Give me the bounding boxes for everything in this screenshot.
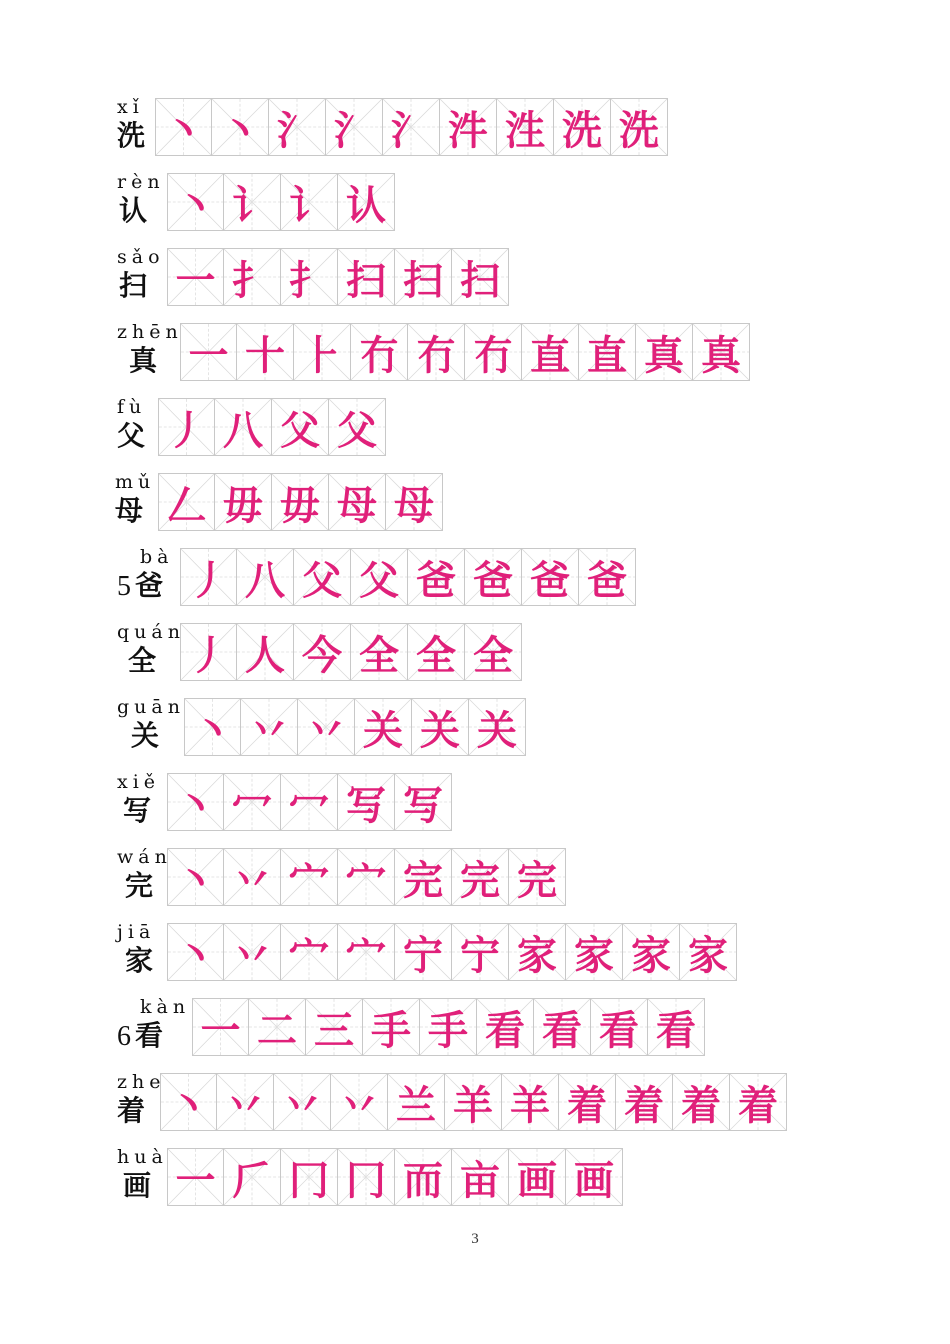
- stroke-order-strip: [167, 923, 737, 981]
- stroke-step: 一: [175, 257, 216, 304]
- practice-cell: [272, 473, 329, 531]
- stroke-step: 着: [681, 1082, 721, 1129]
- stroke-order-strip: [167, 1148, 623, 1206]
- stroke-step: 丷: [282, 1082, 322, 1129]
- stroke-order-strip: [167, 848, 566, 906]
- stroke-step: 手: [371, 1007, 411, 1054]
- character-label: [123, 1168, 151, 1204]
- stroke-step: 丶: [175, 182, 216, 229]
- stroke-step: 𠂆: [232, 1157, 272, 1204]
- practice-cell: [477, 998, 534, 1056]
- stroke-step: 扫: [403, 257, 443, 304]
- stroke-step: 丷: [306, 707, 346, 754]
- stroke-order-strip: [180, 623, 522, 681]
- stroke-step: 泩: [505, 107, 545, 154]
- practice-cell: [693, 323, 750, 381]
- practice-cell: [184, 698, 241, 756]
- stroke-step: 八: [223, 407, 263, 454]
- character-glyph: 完: [125, 869, 154, 902]
- practice-cell: [160, 1073, 217, 1131]
- stroke-step: 宁: [460, 932, 500, 979]
- stroke-step: 三: [314, 1007, 354, 1054]
- practice-cell: [351, 623, 408, 681]
- stroke-order-strip: [158, 398, 386, 456]
- practice-cell: [636, 323, 693, 381]
- stroke-step: 扫: [460, 257, 500, 304]
- stroke-step: 父: [337, 407, 377, 454]
- practice-cell: [509, 923, 566, 981]
- character-glyph: 着: [117, 1094, 146, 1127]
- stroke-step: 丶: [175, 782, 216, 829]
- lesson-number: 5: [117, 571, 131, 602]
- practice-cell: [412, 698, 469, 756]
- practice-cell: [212, 98, 269, 156]
- character-row: [0, 321, 950, 381]
- stroke-step: 写: [403, 782, 443, 829]
- character-row: [0, 246, 950, 306]
- character-row: [0, 996, 950, 1056]
- stroke-step: 丶: [192, 707, 233, 754]
- practice-cell: [469, 698, 526, 756]
- practice-cell: [395, 848, 452, 906]
- pinyin-label: rèn: [117, 171, 165, 193]
- stroke-order-strip: [184, 698, 526, 756]
- stroke-step: 直: [587, 332, 627, 379]
- stroke-step: 扌: [289, 257, 329, 304]
- practice-cell: [388, 1073, 445, 1131]
- character-label: [119, 268, 147, 304]
- practice-cell: [180, 548, 237, 606]
- stroke-step: 宀: [289, 932, 329, 979]
- pinyin-label: sǎo: [117, 246, 165, 268]
- practice-cell: [331, 1073, 388, 1131]
- stroke-step: 二: [257, 1007, 297, 1054]
- practice-cell: [237, 623, 294, 681]
- practice-cell: [408, 548, 465, 606]
- stroke-step: 羊: [453, 1082, 493, 1129]
- practice-cell: [673, 1073, 730, 1131]
- stroke-step: 人: [245, 632, 285, 679]
- practice-cell: [281, 173, 338, 231]
- practice-cell: [217, 1073, 274, 1131]
- practice-cell: [326, 98, 383, 156]
- stroke-step: 家: [688, 932, 728, 979]
- stroke-step: 爸: [587, 557, 627, 604]
- character-row: [0, 396, 950, 456]
- stroke-step: 全: [359, 632, 399, 679]
- practice-cell: [180, 623, 237, 681]
- practice-cell: [158, 398, 215, 456]
- stroke-step: 扫: [346, 257, 386, 304]
- stroke-step: 看: [485, 1007, 525, 1054]
- character-row: [0, 921, 950, 981]
- stroke-step: 完: [403, 857, 443, 904]
- practice-cell: [452, 248, 509, 306]
- stroke-step: ⺊: [302, 332, 342, 379]
- stroke-step: 着: [738, 1082, 778, 1129]
- practice-cell: [648, 998, 705, 1056]
- stroke-step: 十: [245, 332, 285, 379]
- practice-cell: [167, 923, 224, 981]
- practice-cell: [249, 998, 306, 1056]
- stroke-step: 丶: [220, 107, 260, 154]
- stroke-step: 母: [337, 482, 377, 529]
- stroke-step: 冖: [232, 782, 272, 829]
- pinyin-label: jiā: [117, 921, 156, 943]
- stroke-step: 丶: [163, 107, 204, 154]
- pinyin-label: wán: [117, 846, 172, 868]
- stroke-order-strip: [180, 323, 750, 381]
- practice-cell: [167, 848, 224, 906]
- stroke-order-strip: [160, 1073, 787, 1131]
- practice-cell: [440, 98, 497, 156]
- stroke-order-strip: [158, 473, 443, 531]
- character-glyph: 关: [131, 719, 160, 752]
- character-label: [119, 193, 147, 229]
- stroke-step: 全: [416, 632, 456, 679]
- practice-cell: [559, 1073, 616, 1131]
- practice-cell: [408, 323, 465, 381]
- practice-cell: [420, 998, 477, 1056]
- practice-cell: [509, 848, 566, 906]
- pinyin-label: bà: [140, 546, 174, 568]
- stroke-order-strip: [155, 98, 668, 156]
- stroke-step: 父: [302, 557, 342, 604]
- stroke-step: 氵: [334, 107, 374, 154]
- pinyin-label: zhe: [117, 1071, 166, 1093]
- character-row: [0, 621, 950, 681]
- practice-cell: [579, 323, 636, 381]
- practice-cell: [730, 1073, 787, 1131]
- practice-cell: [281, 1148, 338, 1206]
- practice-cell: [554, 98, 611, 156]
- stroke-order-strip: [192, 998, 705, 1056]
- character-label: [117, 1018, 163, 1055]
- stroke-step: 关: [363, 707, 403, 754]
- practice-cell: [306, 998, 363, 1056]
- stroke-step: 一: [188, 332, 229, 379]
- practice-cell: [408, 623, 465, 681]
- stroke-step: 家: [517, 932, 557, 979]
- stroke-step: 全: [473, 632, 513, 679]
- stroke-step: 羊: [510, 1082, 550, 1129]
- stroke-step: 冇: [473, 332, 513, 379]
- practice-cell: [224, 173, 281, 231]
- character-label: [129, 343, 157, 379]
- stroke-order-strip: [180, 548, 636, 606]
- practice-cell: [180, 323, 237, 381]
- stroke-step: 一: [175, 1157, 216, 1204]
- stroke-step: 丷: [232, 857, 272, 904]
- stroke-order-strip: [167, 248, 509, 306]
- stroke-step: 完: [517, 857, 557, 904]
- practice-cell: [579, 548, 636, 606]
- character-label: [125, 943, 153, 979]
- practice-cell: [167, 773, 224, 831]
- practice-cell: [680, 923, 737, 981]
- character-row: [0, 171, 950, 231]
- stroke-step: 亩: [460, 1157, 500, 1204]
- practice-cell: [522, 548, 579, 606]
- practice-cell: [502, 1073, 559, 1131]
- character-label: [128, 643, 156, 679]
- practice-cell: [452, 923, 509, 981]
- stroke-step: 氵: [391, 107, 431, 154]
- stroke-step: 丿: [166, 407, 207, 454]
- practice-cell: [224, 248, 281, 306]
- practice-cell: [192, 998, 249, 1056]
- practice-cell: [281, 773, 338, 831]
- character-row: [0, 546, 950, 606]
- practice-cell: [294, 623, 351, 681]
- stroke-step: 冂: [346, 1157, 386, 1204]
- character-glyph: 扫: [119, 269, 148, 302]
- stroke-step: 冇: [359, 332, 399, 379]
- stroke-step: 关: [420, 707, 460, 754]
- character-label: [117, 118, 145, 154]
- character-row: [0, 696, 950, 756]
- pinyin-label: xiě: [117, 771, 161, 793]
- practice-cell: [383, 98, 440, 156]
- practice-cell: [395, 1148, 452, 1206]
- stroke-step: 讠: [289, 182, 329, 229]
- practice-cell: [395, 923, 452, 981]
- stroke-step: 看: [656, 1007, 696, 1054]
- stroke-step: 手: [428, 1007, 468, 1054]
- character-glyph: 真: [129, 344, 158, 377]
- stroke-step: 丷: [249, 707, 289, 754]
- pinyin-label: huà: [117, 1146, 168, 1168]
- practice-cell: [522, 323, 579, 381]
- stroke-step: 看: [542, 1007, 582, 1054]
- practice-cell: [338, 923, 395, 981]
- practice-cell: [452, 848, 509, 906]
- practice-cell: [497, 98, 554, 156]
- stroke-step: 氵: [277, 107, 317, 154]
- practice-cell: [616, 1073, 673, 1131]
- stroke-step: 宀: [346, 932, 386, 979]
- practice-cell: [338, 1148, 395, 1206]
- practice-cell: [338, 173, 395, 231]
- stroke-step: 冖: [289, 782, 329, 829]
- character-glyph: 画: [123, 1169, 152, 1202]
- practice-cell: [591, 998, 648, 1056]
- character-row: [0, 471, 950, 531]
- practice-cell: [269, 98, 326, 156]
- stroke-step: 画: [517, 1157, 557, 1204]
- stroke-step: 八: [245, 557, 285, 604]
- stroke-step: 洗: [619, 107, 659, 154]
- practice-cell: [566, 923, 623, 981]
- stroke-step: 兰: [396, 1082, 436, 1129]
- practice-cell: [329, 473, 386, 531]
- practice-cell: [237, 548, 294, 606]
- character-glyph: 写: [123, 794, 152, 827]
- stroke-step: 宀: [346, 857, 386, 904]
- practice-cell: [465, 323, 522, 381]
- character-glyph: 家: [125, 944, 154, 977]
- practice-cell: [329, 398, 386, 456]
- stroke-step: 丶: [168, 1082, 209, 1129]
- stroke-step: 冂: [289, 1157, 329, 1204]
- practice-cell: [281, 923, 338, 981]
- stroke-step: 丿: [188, 632, 229, 679]
- stroke-step: 关: [477, 707, 517, 754]
- stroke-step: 爸: [416, 557, 456, 604]
- practice-cell: [167, 248, 224, 306]
- stroke-step: 讠: [232, 182, 272, 229]
- stroke-step: 丶: [175, 857, 216, 904]
- character-label: [125, 868, 153, 904]
- stroke-step: 丿: [188, 557, 229, 604]
- stroke-step: 洗: [562, 107, 602, 154]
- character-label: [117, 1093, 145, 1129]
- stroke-step: 毋: [223, 482, 263, 529]
- practice-cell: [155, 98, 212, 156]
- practice-cell: [281, 248, 338, 306]
- practice-cell: [241, 698, 298, 756]
- pinyin-label: zhēn: [117, 321, 183, 343]
- practice-cell: [395, 248, 452, 306]
- stroke-step: 真: [701, 332, 741, 379]
- character-glyph: 认: [119, 194, 148, 227]
- character-glyph: 父: [117, 419, 146, 452]
- character-glyph: 爸: [135, 569, 164, 602]
- character-glyph: 全: [128, 644, 157, 677]
- stroke-step: 家: [574, 932, 614, 979]
- practice-cell: [224, 923, 281, 981]
- practice-cell: [445, 1073, 502, 1131]
- stroke-step: 直: [530, 332, 570, 379]
- stroke-step: 丶: [175, 932, 216, 979]
- stroke-step: 爸: [473, 557, 513, 604]
- practice-cell: [351, 548, 408, 606]
- stroke-step: 汼: [448, 107, 488, 154]
- practice-cell: [215, 473, 272, 531]
- practice-cell: [298, 698, 355, 756]
- stroke-step: 丷: [232, 932, 272, 979]
- practice-cell: [611, 98, 668, 156]
- pinyin-label: fù: [117, 396, 147, 418]
- character-label: [123, 793, 151, 829]
- stroke-step: 扌: [232, 257, 272, 304]
- character-label: [131, 718, 159, 754]
- stroke-step: 今: [302, 632, 342, 679]
- practice-cell: [294, 323, 351, 381]
- practice-cell: [237, 323, 294, 381]
- stroke-step: 家: [631, 932, 671, 979]
- character-row: [0, 846, 950, 906]
- practice-cell: [351, 323, 408, 381]
- practice-cell: [363, 998, 420, 1056]
- pinyin-label: mǔ: [115, 471, 156, 493]
- lesson-number: 6: [117, 1021, 131, 1052]
- practice-cell: [167, 1148, 224, 1206]
- stroke-step: 着: [567, 1082, 607, 1129]
- practice-cell: [509, 1148, 566, 1206]
- practice-cell: [158, 473, 215, 531]
- practice-cell: [566, 1148, 623, 1206]
- pinyin-label: xǐ: [117, 96, 144, 118]
- practice-cell: [224, 773, 281, 831]
- character-label: [117, 418, 145, 454]
- character-row: [0, 1071, 950, 1131]
- character-row: [0, 771, 950, 831]
- character-glyph: 看: [135, 1019, 164, 1052]
- practice-cell: [272, 398, 329, 456]
- character-glyph: 洗: [117, 119, 146, 152]
- practice-cell: [215, 398, 272, 456]
- page-number: 3: [471, 1231, 479, 1247]
- character-glyph: 母: [115, 494, 144, 527]
- stroke-step: 写: [346, 782, 386, 829]
- stroke-step: 看: [599, 1007, 639, 1054]
- pinyin-label: guān: [117, 696, 185, 718]
- practice-cell: [224, 848, 281, 906]
- stroke-step: 完: [460, 857, 500, 904]
- practice-cell: [452, 1148, 509, 1206]
- stroke-step: 冇: [416, 332, 456, 379]
- stroke-step: 父: [359, 557, 399, 604]
- practice-cell: [224, 1148, 281, 1206]
- stroke-step: 𠃋: [166, 482, 207, 529]
- practice-cell: [465, 548, 522, 606]
- character-row: [0, 96, 950, 156]
- practice-cell: [355, 698, 412, 756]
- practice-cell: [274, 1073, 331, 1131]
- practice-cell: [623, 923, 680, 981]
- character-label: [117, 568, 163, 605]
- stroke-step: 而: [403, 1157, 443, 1204]
- stroke-step: 丷: [339, 1082, 379, 1129]
- character-label: [115, 493, 143, 529]
- practice-cell: [338, 773, 395, 831]
- stroke-step: 母: [394, 482, 434, 529]
- stroke-step: 毋: [280, 482, 320, 529]
- stroke-step: 父: [280, 407, 320, 454]
- pinyin-label: quán: [117, 621, 185, 643]
- stroke-order-strip: [167, 773, 452, 831]
- practice-cell: [338, 848, 395, 906]
- stroke-step: 真: [644, 332, 684, 379]
- practice-cell: [167, 173, 224, 231]
- practice-cell: [294, 548, 351, 606]
- practice-cell: [338, 248, 395, 306]
- pinyin-label: kàn: [140, 996, 191, 1018]
- stroke-step: 认: [346, 182, 386, 229]
- character-row: [0, 1146, 950, 1206]
- practice-cell: [465, 623, 522, 681]
- stroke-step: 着: [624, 1082, 664, 1129]
- stroke-step: 一: [200, 1007, 241, 1054]
- stroke-step: 画: [574, 1157, 614, 1204]
- practice-cell: [386, 473, 443, 531]
- practice-cell: [534, 998, 591, 1056]
- stroke-step: 宁: [403, 932, 443, 979]
- stroke-order-strip: [167, 173, 395, 231]
- practice-cell: [281, 848, 338, 906]
- practice-cell: [395, 773, 452, 831]
- stroke-step: 宀: [289, 857, 329, 904]
- stroke-step: 爸: [530, 557, 570, 604]
- stroke-step: 丷: [225, 1082, 265, 1129]
